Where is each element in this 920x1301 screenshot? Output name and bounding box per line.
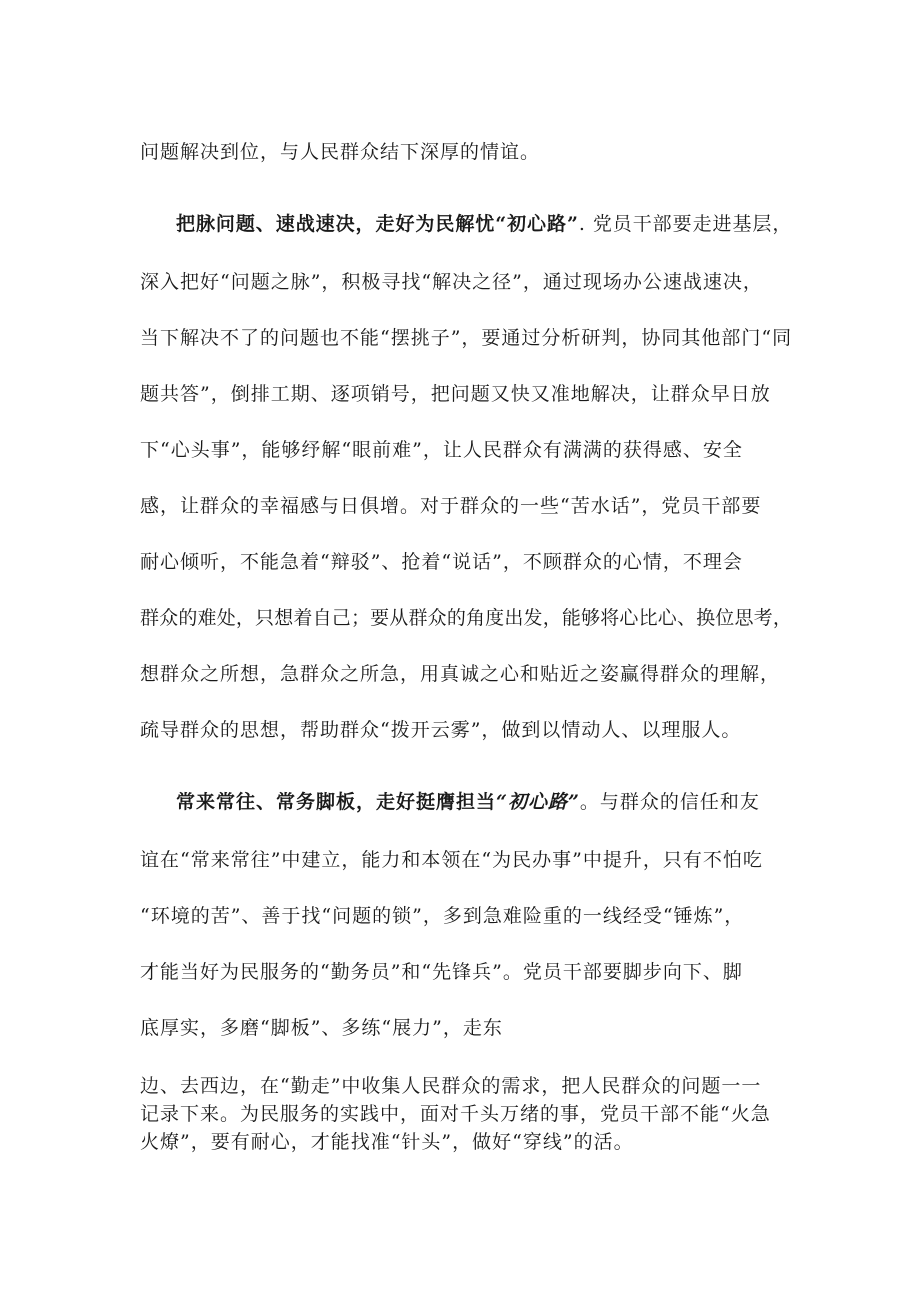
paragraph-line: 耐心倾听，不能急着“辩驳”、抢着“说话”，不顾群众的心情，不理会 xyxy=(140,551,743,573)
paragraph-line xyxy=(176,212,792,236)
paragraph-line: 当下解决不了的问题也不能“摆挑子”，要通过分析研判，协同其他部门“同 xyxy=(140,327,793,349)
paragraph-line: 想群众之所想，急群众之所急，用真诚之心和贴近之姿赢得群众的理解， xyxy=(140,663,781,685)
paragraph-line: 深入把好“问题之脉”，积极寻找“解决之径”，通过现场办公速战速决， xyxy=(140,271,763,293)
paragraph-line: 才能当好为民服务的“勤务员”和“先锋兵”。党员干部要脚步向下、脚 xyxy=(140,961,743,983)
paragraph-line: “环境的苦”、善于找“问题的锁”，多到急难险重的一线经受“锤炼”， xyxy=(140,905,745,927)
paragraph-line: 群众的难处，只想着自己；要从群众的角度出发，能够将心比心、换位思考， xyxy=(140,607,793,629)
section-heading: 把脉问题、速战速决，走好为民解忧“初心路” xyxy=(176,213,579,235)
paragraph-line: 感，让群众的幸福感与日俱增。对于群众的一些“苦水话”，党员干部要 xyxy=(140,495,762,517)
paragraph-text: 。与群众的信任和友 xyxy=(579,791,760,813)
paragraph-line: 底厚实，多磨“脚板”、多练“展力”，走东 xyxy=(140,1017,503,1039)
paragraph-text: . 党员干部要走进基层， xyxy=(578,213,793,235)
paragraph-line: 边、去西边，在“勤走”中收集人民群众的需求，把人民群众的问题一一 xyxy=(140,1075,762,1097)
paragraph-line: 下“心头事”，能够纾解“眼前难”，让人民群众有满满的获得感、安全 xyxy=(140,439,743,461)
paragraph-line: 题共答”，倒排工期、逐项销号，把问题又快又准地解决，让群众早日放 xyxy=(140,383,771,405)
paragraph-line: 疏导群众的思想，帮助群众“拨开云雾”，做到以情动人、以理服人。 xyxy=(140,719,742,741)
paragraph-line: 问题解决到位，与人民群众结下深厚的情谊。 xyxy=(140,141,541,163)
paragraph-line: 谊在“常来常往”中建立，能力和本领在“为民办事”中提升，只有不怕吃 xyxy=(140,849,763,871)
paragraph-line xyxy=(176,790,760,814)
paragraph-line: 火燎”，要有耐心，才能找准“针头”，做好“穿线”的活。 xyxy=(140,1131,634,1153)
section-heading: 常来常往、常务脚板，走好挺膺担当 xyxy=(176,791,497,813)
section-heading-quote: “初心路” xyxy=(496,791,580,813)
paragraph-line: 记录下来。为民服务的实践中，面对千头万绪的事，党员干部不能“火急 xyxy=(140,1103,771,1125)
